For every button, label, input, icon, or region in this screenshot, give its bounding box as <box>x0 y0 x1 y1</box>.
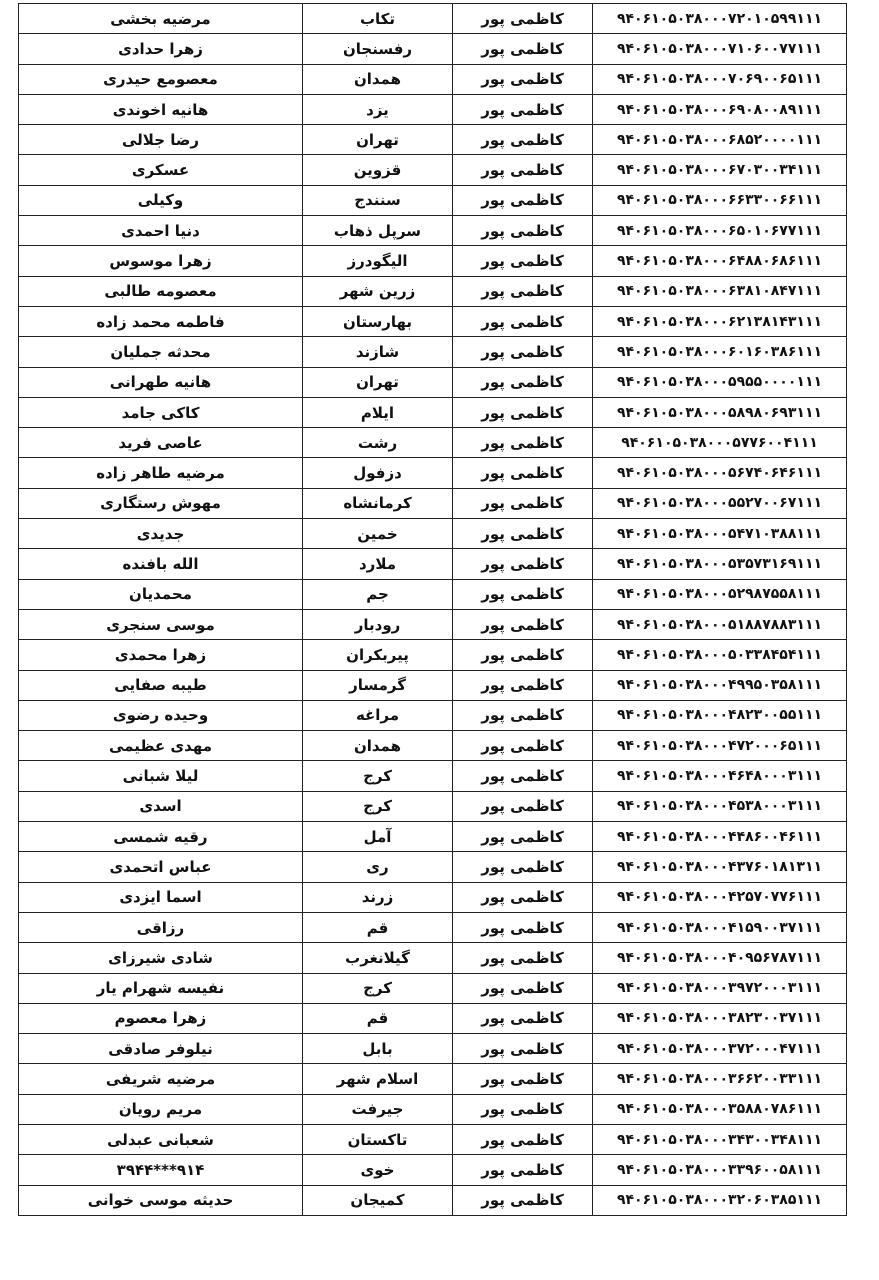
city-cell: رشت <box>303 428 453 458</box>
city-cell: زرند <box>303 882 453 912</box>
table-row <box>19 549 847 579</box>
surname-cell: کاظمی پور <box>453 367 593 397</box>
city-cell: قم <box>303 1003 453 1033</box>
table-row <box>19 125 847 155</box>
city-cell: جیرفت <box>303 1094 453 1124</box>
name-cell: موسی سنجری <box>19 609 303 639</box>
city-cell: پیربکران <box>303 640 453 670</box>
name-cell: هانیه طهرانی <box>19 367 303 397</box>
city-cell: سنندج <box>303 185 453 215</box>
city-cell: سرپل ذهاب <box>303 216 453 246</box>
city-cell: کمیجان <box>303 1185 453 1215</box>
surname-cell: کاظمی پور <box>453 912 593 942</box>
surname-cell: کاظمی پور <box>453 731 593 761</box>
city-cell: خمین <box>303 519 453 549</box>
name-cell: ۹۱۴***۳۹۴۴ <box>19 1155 303 1185</box>
name-cell: عاصی فرید <box>19 428 303 458</box>
code-cell: ۹۴۰۶۱۰۵۰۳۸۰۰۰۳۴۳۰۰۳۴۸۱۱۱ <box>593 1124 847 1154</box>
surname-cell: کاظمی پور <box>453 1185 593 1215</box>
city-cell: بهارستان <box>303 306 453 336</box>
code-cell: ۹۴۰۶۱۰۵۰۳۸۰۰۰۷۰۶۹۰۰۶۵۱۱۱ <box>593 64 847 94</box>
surname-cell: کاظمی پور <box>453 852 593 882</box>
code-cell: ۹۴۰۶۱۰۵۰۳۸۰۰۰۳۶۶۲۰۰۳۳۱۱۱ <box>593 1064 847 1094</box>
city-cell: کرمانشاه <box>303 488 453 518</box>
code-cell: ۹۴۰۶۱۰۵۰۳۸۰۰۰۴۹۹۵۰۳۵۸۱۱۱ <box>593 670 847 700</box>
city-cell: کرج <box>303 973 453 1003</box>
city-cell: ملارد <box>303 549 453 579</box>
city-cell: تکاب <box>303 4 453 34</box>
name-cell: معصومع حیدری <box>19 64 303 94</box>
table-row <box>19 1003 847 1033</box>
code-cell: ۹۴۰۶۱۰۵۰۳۸۰۰۰۳۸۲۳۰۰۳۷۱۱۱ <box>593 1003 847 1033</box>
table-row <box>19 822 847 852</box>
table-row <box>19 852 847 882</box>
name-cell: رزاقی <box>19 912 303 942</box>
name-cell: دنیا احمدی <box>19 216 303 246</box>
table-row <box>19 276 847 306</box>
code-cell: ۹۴۰۶۱۰۵۰۳۸۰۰۰۵۳۵۷۳۱۶۹۱۱۱ <box>593 549 847 579</box>
name-cell: مریم رویان <box>19 1094 303 1124</box>
table-row <box>19 488 847 518</box>
table-row <box>19 94 847 124</box>
city-cell: رفسنجان <box>303 34 453 64</box>
city-cell: کرج <box>303 761 453 791</box>
table-row <box>19 1155 847 1185</box>
table-row <box>19 4 847 34</box>
name-cell: هانیه اخوندی <box>19 94 303 124</box>
code-cell: ۹۴۰۶۱۰۵۰۳۸۰۰۰۶۹۰۸۰۰۸۹۱۱۱ <box>593 94 847 124</box>
surname-cell: کاظمی پور <box>453 458 593 488</box>
table-row <box>19 640 847 670</box>
table-row <box>19 700 847 730</box>
name-cell: رضا جلالی <box>19 125 303 155</box>
city-cell: قزوین <box>303 155 453 185</box>
code-cell: ۹۴۰۶۱۰۵۰۳۸۰۰۰۴۰۹۵۶۷۸۷۱۱۱ <box>593 943 847 973</box>
table-row <box>19 34 847 64</box>
city-cell: گرمسار <box>303 670 453 700</box>
code-cell: ۹۴۰۶۱۰۵۰۳۸۰۰۰۵۰۳۳۸۴۵۴۱۱۱ <box>593 640 847 670</box>
code-cell: ۹۴۰۶۱۰۵۰۳۸۰۰۰۷۱۰۶۰۰۷۷۱۱۱ <box>593 34 847 64</box>
table-row <box>19 306 847 336</box>
code-cell: ۹۴۰۶۱۰۵۰۳۸۰۰۰۶۳۸۱۰۸۴۷۱۱۱ <box>593 276 847 306</box>
city-cell: مراغه <box>303 700 453 730</box>
name-cell: مرضیه شریفی <box>19 1064 303 1094</box>
table-row <box>19 609 847 639</box>
table-row <box>19 64 847 94</box>
name-cell: لیلا شبانی <box>19 761 303 791</box>
name-cell: معصومه طالبی <box>19 276 303 306</box>
surname-cell: کاظمی پور <box>453 1124 593 1154</box>
table-row <box>19 912 847 942</box>
surname-cell: کاظمی پور <box>453 306 593 336</box>
surname-cell: کاظمی پور <box>453 4 593 34</box>
code-cell: ۹۴۰۶۱۰۵۰۳۸۰۰۰۴۱۵۹۰۰۳۷۱۱۱ <box>593 912 847 942</box>
name-cell: رقیه شمسی <box>19 822 303 852</box>
city-cell: ری <box>303 852 453 882</box>
surname-cell: کاظمی پور <box>453 609 593 639</box>
table-row <box>19 216 847 246</box>
table-row <box>19 670 847 700</box>
city-cell: آمل <box>303 822 453 852</box>
city-cell: الیگودرز <box>303 246 453 276</box>
table-row <box>19 337 847 367</box>
table-row <box>19 519 847 549</box>
code-cell: ۹۴۰۶۱۰۵۰۳۸۰۰۰۴۸۲۳۰۰۵۵۱۱۱ <box>593 700 847 730</box>
city-cell: دزفول <box>303 458 453 488</box>
code-cell: ۹۴۰۶۱۰۵۰۳۸۰۰۰۳۹۷۲۰۰۰۳۱۱۱ <box>593 973 847 1003</box>
code-cell: ۹۴۰۶۱۰۵۰۳۸۰۰۰۶۶۳۳۰۰۶۶۱۱۱ <box>593 185 847 215</box>
name-cell: شادی شیرزای <box>19 943 303 973</box>
table-row <box>19 185 847 215</box>
name-cell: عباس اتحمدی <box>19 852 303 882</box>
surname-cell: کاظمی پور <box>453 94 593 124</box>
surname-cell: کاظمی پور <box>453 276 593 306</box>
surname-cell: کاظمی پور <box>453 700 593 730</box>
surname-cell: کاظمی پور <box>453 973 593 1003</box>
surname-cell: کاظمی پور <box>453 1064 593 1094</box>
name-cell: کاکی جامد <box>19 397 303 427</box>
surname-cell: کاظمی پور <box>453 125 593 155</box>
table-row <box>19 943 847 973</box>
surname-cell: کاظمی پور <box>453 640 593 670</box>
surname-cell: کاظمی پور <box>453 337 593 367</box>
code-cell: ۹۴۰۶۱۰۵۰۳۸۰۰۰۶۲۱۳۸۱۴۳۱۱۱ <box>593 306 847 336</box>
code-cell: ۹۴۰۶۱۰۵۰۳۸۰۰۰۶۰۱۶۰۳۸۶۱۱۱ <box>593 337 847 367</box>
surname-cell: کاظمی پور <box>453 155 593 185</box>
name-cell: شعبانی عبدلی <box>19 1124 303 1154</box>
code-cell: ۹۴۰۶۱۰۵۰۳۸۰۰۰۳۳۹۶۰۰۵۸۱۱۱ <box>593 1155 847 1185</box>
name-cell: محدثه جملیان <box>19 337 303 367</box>
name-cell: محمدیان <box>19 579 303 609</box>
code-cell: ۹۴۰۶۱۰۵۰۳۸۰۰۰۷۲۰۱۰۵۹۹۱۱۱ <box>593 4 847 34</box>
code-cell: ۹۴۰۶۱۰۵۰۳۸۰۰۰۴۴۸۶۰۰۴۶۱۱۱ <box>593 822 847 852</box>
name-cell: مهوش رستگاری <box>19 488 303 518</box>
city-cell: خوی <box>303 1155 453 1185</box>
city-cell: همدان <box>303 731 453 761</box>
code-cell: ۹۴۰۶۱۰۵۰۳۸۰۰۰۳۵۸۸۰۷۸۶۱۱۱ <box>593 1094 847 1124</box>
name-cell: جدیدی <box>19 519 303 549</box>
table-row <box>19 791 847 821</box>
code-cell: ۹۴۰۶۱۰۵۰۳۸۰۰۰۴۷۲۰۰۰۶۵۱۱۱ <box>593 731 847 761</box>
surname-cell: کاظمی پور <box>453 1094 593 1124</box>
city-cell: اسلام شهر <box>303 1064 453 1094</box>
name-cell: فاطمه محمد زاده <box>19 306 303 336</box>
surname-cell: کاظمی پور <box>453 761 593 791</box>
code-cell: ۹۴۰۶۱۰۵۰۳۸۰۰۰۵۱۸۸۷۸۸۳۱۱۱ <box>593 609 847 639</box>
name-cell: وحیده رضوی <box>19 700 303 730</box>
name-cell: مهدی عظیمی <box>19 731 303 761</box>
code-cell: ۹۴۰۶۱۰۵۰۳۸۰۰۰۵۸۹۸۰۶۹۳۱۱۱ <box>593 397 847 427</box>
surname-cell: کاظمی پور <box>453 549 593 579</box>
code-cell: ۹۴۰۶۱۰۵۰۳۸۰۰۰۴۵۳۸۰۰۰۳۱۱۱ <box>593 791 847 821</box>
surname-cell: کاظمی پور <box>453 216 593 246</box>
surname-cell: کاظمی پور <box>453 822 593 852</box>
table-row <box>19 155 847 185</box>
table-row <box>19 458 847 488</box>
name-cell: مرضیه بخشی <box>19 4 303 34</box>
city-cell: قم <box>303 912 453 942</box>
code-cell: ۹۴۰۶۱۰۵۰۳۸۰۰۰۵۴۷۱۰۳۸۸۱۱۱ <box>593 519 847 549</box>
surname-cell: کاظمی پور <box>453 246 593 276</box>
code-cell: ۹۴۰۶۱۰۵۰۳۸۰۰۰۴۶۴۸۰۰۰۳۱۱۱ <box>593 761 847 791</box>
code-cell: ۹۴۰۶۱۰۵۰۳۸۰۰۰۵۹۵۵۰۰۰۰۱۱۱ <box>593 367 847 397</box>
name-cell: زهرا موسوس <box>19 246 303 276</box>
name-cell: زهرا حدادی <box>19 34 303 64</box>
code-cell: ۹۴۰۶۱۰۵۰۳۸۰۰۰۶۴۸۸۰۶۸۶۱۱۱ <box>593 246 847 276</box>
surname-cell: کاظمی پور <box>453 943 593 973</box>
surname-cell: کاظمی پور <box>453 579 593 609</box>
table-row <box>19 1064 847 1094</box>
code-cell: ۹۴۰۶۱۰۵۰۳۸۰۰۰۵۵۲۷۰۰۶۷۱۱۱ <box>593 488 847 518</box>
city-cell: یزد <box>303 94 453 124</box>
city-cell: همدان <box>303 64 453 94</box>
code-cell: ۹۴۰۶۱۰۵۰۳۸۰۰۰۵۷۷۶۰۰۴۱۱۱ <box>593 428 847 458</box>
records-table <box>18 3 847 1216</box>
table-row <box>19 731 847 761</box>
name-cell: زهرا معصوم <box>19 1003 303 1033</box>
name-cell: مرضیه طاهر زاده <box>19 458 303 488</box>
surname-cell: کاظمی پور <box>453 791 593 821</box>
table-row <box>19 882 847 912</box>
table-row <box>19 246 847 276</box>
table-row <box>19 579 847 609</box>
table-row <box>19 761 847 791</box>
name-cell: وکیلی <box>19 185 303 215</box>
city-cell: کرج <box>303 791 453 821</box>
code-cell: ۹۴۰۶۱۰۵۰۳۸۰۰۰۵۲۹۸۷۵۵۸۱۱۱ <box>593 579 847 609</box>
table-row <box>19 367 847 397</box>
city-cell: زرین شهر <box>303 276 453 306</box>
name-cell: الله بافنده <box>19 549 303 579</box>
table-row <box>19 1034 847 1064</box>
surname-cell: کاظمی پور <box>453 670 593 700</box>
surname-cell: کاظمی پور <box>453 428 593 458</box>
surname-cell: کاظمی پور <box>453 519 593 549</box>
table-row <box>19 428 847 458</box>
city-cell: تاکستان <box>303 1124 453 1154</box>
code-cell: ۹۴۰۶۱۰۵۰۳۸۰۰۰۴۲۵۷۰۷۷۶۱۱۱ <box>593 882 847 912</box>
code-cell: ۹۴۰۶۱۰۵۰۳۸۰۰۰۳۲۰۶۰۳۸۵۱۱۱ <box>593 1185 847 1215</box>
name-cell: حدیثه موسی خوانی <box>19 1185 303 1215</box>
surname-cell: کاظمی پور <box>453 1155 593 1185</box>
table-row <box>19 1185 847 1215</box>
name-cell: نیلوفر صادقی <box>19 1034 303 1064</box>
surname-cell: کاظمی پور <box>453 64 593 94</box>
surname-cell: کاظمی پور <box>453 488 593 518</box>
surname-cell: کاظمی پور <box>453 34 593 64</box>
surname-cell: کاظمی پور <box>453 882 593 912</box>
city-cell: گیلانغرب <box>303 943 453 973</box>
code-cell: ۹۴۰۶۱۰۵۰۳۸۰۰۰۶۵۰۱۰۶۷۷۱۱۱ <box>593 216 847 246</box>
surname-cell: کاظمی پور <box>453 185 593 215</box>
records-table-body <box>19 4 847 1216</box>
table-row <box>19 1094 847 1124</box>
city-cell: ایلام <box>303 397 453 427</box>
code-cell: ۹۴۰۶۱۰۵۰۳۸۰۰۰۴۳۷۶۰۱۸۱۳۱۱ <box>593 852 847 882</box>
code-cell: ۹۴۰۶۱۰۵۰۳۸۰۰۰۶۷۰۳۰۰۳۴۱۱۱ <box>593 155 847 185</box>
surname-cell: کاظمی پور <box>453 1003 593 1033</box>
city-cell: شازند <box>303 337 453 367</box>
code-cell: ۹۴۰۶۱۰۵۰۳۸۰۰۰۳۷۲۰۰۰۴۷۱۱۱ <box>593 1034 847 1064</box>
surname-cell: کاظمی پور <box>453 1034 593 1064</box>
name-cell: عسکری <box>19 155 303 185</box>
city-cell: تهران <box>303 367 453 397</box>
city-cell: رودبار <box>303 609 453 639</box>
code-cell: ۹۴۰۶۱۰۵۰۳۸۰۰۰۶۸۵۲۰۰۰۰۱۱۱ <box>593 125 847 155</box>
name-cell: زهرا محمدی <box>19 640 303 670</box>
name-cell: نفیسه شهرام یار <box>19 973 303 1003</box>
name-cell: اسما ایزدی <box>19 882 303 912</box>
table-row <box>19 1124 847 1154</box>
code-cell: ۹۴۰۶۱۰۵۰۳۸۰۰۰۵۶۷۴۰۶۴۶۱۱۱ <box>593 458 847 488</box>
city-cell: بابل <box>303 1034 453 1064</box>
table-row <box>19 397 847 427</box>
surname-cell: کاظمی پور <box>453 397 593 427</box>
name-cell: اسدی <box>19 791 303 821</box>
name-cell: طیبه صفایی <box>19 670 303 700</box>
city-cell: تهران <box>303 125 453 155</box>
table-row <box>19 973 847 1003</box>
city-cell: جم <box>303 579 453 609</box>
